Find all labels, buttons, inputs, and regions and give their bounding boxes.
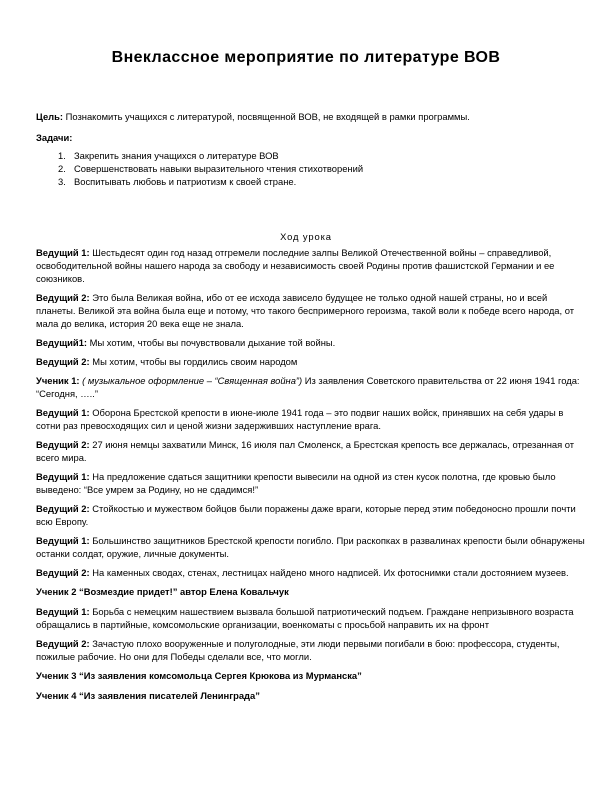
script-paragraph [36,689,586,702]
script-paragraph [36,291,586,330]
task-number: 2. [58,163,66,174]
paragraph-text: Стойкостью и мужеством бойцов были поражены даже враги, которые перед этим победоносно прошли почти всю Европу. [36,503,576,527]
speaker-label: Ведущий 2: [36,439,90,450]
paragraph-text: Оборона Брестской крепости в июне-июле 1941 года – это подвиг наших войск, принявших на себя удары в сотни раз превосходящих сил и ценой жизни задерживших наступление врага. [36,407,564,431]
script-paragraph [36,470,586,496]
speaker-label: Ведущий 1: [36,606,90,617]
script-paragraph [36,246,586,285]
task-item [58,162,363,175]
script-paragraph [36,605,586,631]
task-number: 1. [58,150,66,161]
paragraph-text: Это была Великая война, ибо от ее исхода зависело будущее не только одной нашей страны, но и всей планеты. Великой эта война была еще и потому, что такого беспримерного героизма, такой воли к победе всего народа, от мала до велика, история 20 века еще не знала. [36,292,575,329]
speaker-label: Ведущий 1: [36,471,90,482]
speaker-label: Ученик 3 “Из заявления комсомольца Сергея Крюкова из Мурманска” [36,670,362,681]
speaker-label: Ведущий 2: [36,292,90,303]
paragraph-text: Мы хотим, чтобы вы гордились своим народом [89,356,298,367]
speaker-label: Ведущий 1: [36,247,90,258]
speaker-label: Ведущий 1: [36,535,90,546]
speaker-label: Ученик 1: [36,375,80,386]
paragraph-text: Из заявления Советского правительства от 22 июня 1941 года: “Сегодня, …..” [36,375,580,399]
script-paragraph [36,355,586,368]
speaker-label: Ведущий 2: [36,503,90,514]
paragraph-text: Шестьдесят один год назад отгремели последние залпы Великой Отечественной войны – справедливой, освободительной войны нашего народа за свободу и независимость своей Родины против фашистской Германии и ее союзников. [36,247,555,284]
task-text: Закрепить знания учащихся о литературе ВОВ [74,150,279,161]
goal-text: Познакомить учащихся с литературой, посвященной ВОВ, не входящей в рамки программы. [63,111,470,122]
speaker-label: Ведущий 2: [36,356,90,367]
task-item [58,149,363,162]
speaker-label: Ученик 4 “Из заявления писателей Ленинграда” [36,690,260,701]
script-paragraph [36,374,586,400]
script-paragraph [36,502,586,528]
tasks-list [58,149,363,188]
lesson-heading: Ход урока [280,231,332,242]
script-paragraph [36,585,586,598]
speaker-label: Ведущий1: [36,337,88,348]
script-paragraph [36,534,586,560]
speaker-label: Ученик 2 “Возмездие придет!” автор Елена Ковальчук [36,586,289,597]
paragraph-text: Большинство защитников Брестской крепости погибло. При раскопках в развалинах крепости были обнаружены останки солдат, оружие, личные документы. [36,535,585,559]
task-number: 3. [58,176,66,187]
script-paragraph [36,336,586,349]
paragraph-text: 27 июня немцы захватили Минск, 16 июля пал Смоленск, а Брестская крепость все держалась, отрезанная от всего мира. [36,439,575,463]
paragraph-text: На каменных сводах, стенах, лестницах найдено много надписей. Их фотоснимки стали достоянием музеев. [89,567,569,578]
document-title: Внеклассное мероприятие по литературе ВОВ [111,49,501,66]
speaker-label: Ведущий 2: [36,567,90,578]
task-text: Совершенствовать навыки выразительного чтения стихотворений [74,163,364,174]
tasks-label: Задачи: [36,132,73,143]
task-text: Воспитывать любовь и патриотизм к своей стране. [74,176,297,187]
task-item [58,175,363,188]
script-paragraph [36,669,586,682]
script-paragraph [36,406,586,432]
speaker-label: Ведущий 2: [36,638,90,649]
script-paragraph [36,637,586,663]
script-paragraphs [36,246,586,709]
script-paragraph [36,566,586,579]
goal-label: Цель: [36,111,64,122]
paragraph-text: Мы хотим, чтобы вы почувствовали дыхание той войны. [87,337,336,348]
speaker-label: Ведущий 1: [36,407,90,418]
paragraph-text: Борьба с немецким нашествием вызвала большой патриотический подъем. Граждане непризывного возраста обращались в партийные, комсомольские организации, военкоматы с просьбой направить их на фронт [36,606,574,630]
script-paragraph [36,438,586,464]
goal-line [36,110,584,123]
paragraph-text: Зачастую плохо вооруженные и полуголодные, эти люди первыми погибали в бою: профессора, студенты, пожилые рабочие. Но они для Победы сделали все, что могли. [36,638,560,662]
paragraph-text: На предложение сдаться защитники крепости вывесили на одной из стен кусок полотна, где кровью было выведено: “Все умрем за Родину, но не сдадимся!” [36,471,556,495]
stage-direction: ( музыкальное оформление – “Священная война”) [79,375,303,386]
